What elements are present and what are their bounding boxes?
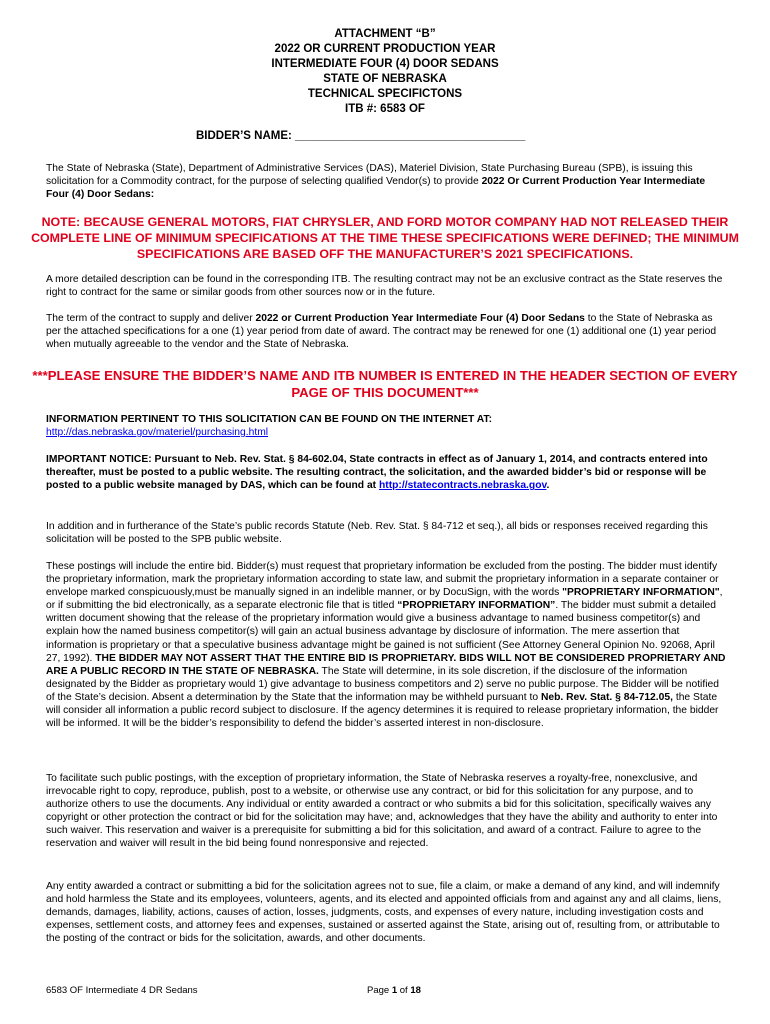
important-notice: [46, 453, 730, 492]
document-title: [0, 27, 770, 117]
postings-bold-1: "PROPRIETARY INFORMATION": [562, 587, 720, 599]
bidder-name-line: BIDDER’S NAME: ____________________________________: [196, 130, 526, 142]
page-current: 1: [391, 985, 398, 996]
footer-page-number: [367, 985, 421, 996]
postings-bold-2: “PROPRIETARY INFORMATION”: [397, 600, 556, 612]
info-paragraph: [46, 413, 730, 439]
title-line-2: 2022 OR CURRENT PRODUCTION YEAR: [274, 43, 496, 55]
page-total: 18: [410, 985, 421, 996]
indemnify-paragraph: Any entity awarded a contract or submitting a bid for the solicitation agrees not to sue, file a claim, or make a demand of any kind, and will indemnify and hold harmless the State and its employees, volunteers, agents, and its elected and appointed officials from and against any and all claims, liens, demands, damages, liability, actions, causes of action, losses, judgments, costs, and expenses of every nature, including investigation costs and expenses, settlement costs, and attorney fees and expenses, sustained or asserted against the State, arising out of, resulting from, or attributable to the posting of the contract or bids for the solicitation, awards, and other documents.: [46, 881, 722, 945]
important-end: .: [546, 480, 550, 492]
title-line-1: ATTACHMENT “B”: [334, 28, 436, 40]
title-line-6: ITB #: 6583 OF: [345, 103, 425, 115]
intro-text: The State of Nebraska (State), Department of Administrative Services (DAS), Materiel Division, State Purchasing Bureau (SPB), is issuing this solicitation for a Commodity contract, for the purpose of selecting qualified Vendor(s) to provide: [46, 163, 693, 188]
term-text-a: The term of the contract to supply and deliver: [46, 313, 256, 324]
info-heading: INFORMATION PERTINENT TO THIS SOLICITATION CAN BE FOUND ON THE INTERNET AT:: [46, 414, 492, 425]
intro-paragraph: [46, 162, 730, 201]
postings-text-1: These postings will include the entire bid. Bidder(s) must request that proprietary information be excluded from the posting. The bidder must identify the proprietary information, mark the proprietary information according to state law, and submit the proprietary information in a separate container or envelope marked conspicuously,must be manually signed in an indelible manner, or by DocuSign, with the words: [46, 561, 719, 599]
postings-text-2: , or if submitting the bid electronically, as a separate electronic file that is titled: [46, 587, 723, 612]
postings-bold-3: THE BIDDER MAY NOT ASSERT THAT THE ENTIRE BID IS PROPRIETARY. BIDS WILL NOT BE CONSIDERED PROPRIETARY AND ARE A PUBLIC RECORD IN THE STATE OF NEBRASKA.: [46, 652, 726, 677]
ensure-header-notice: ***PLEASE ENSURE THE BIDDER’S NAME AND ITB NUMBER IS ENTERED IN THE HEADER SECTION OF EVERY PAGE OF THIS DOCUMENT***: [32, 368, 738, 400]
postings-text-3: . The bidder must submit a detailed written document showing that the release of the proprietary information would give a business advantage to named business competitor(s) and explain how the named business competitor(s) will gain an actual business advantage by disclosure of information. The mere assertion that information is proprietary or that a speculative business advantage might be gained is not sufficient (See Attorney General Opinion No. 92068, April 27, 1992).: [46, 600, 716, 664]
facilitate-paragraph: To facilitate such public postings, with the exception of proprietary information, the State of Nebraska reserves a royalty-free, nonexclusive, and irrevocable right to copy, reproduce, publish, post to a website, or otherwise use any contract, or bid for this solicitation for any purpose, and to authorize others to use the documents. Any individual or entity awarded a contract or who submits a bid for this solicitation, specifically waives any copyright or other protection the contract or bid for the solicitation may have; and, acknowledges that they have the ability and authority to enter into such waiver. This reservation and waiver is a prerequisite for submitting a bid for this solicitation, and award of a contract. Failure to agree to the reservation and waiver will result in the bid being found nonresponsive and rejected.: [46, 773, 718, 850]
footer-document-name: 6583 OF Intermediate 4 DR Sedans: [46, 985, 198, 996]
purchasing-link[interactable]: http://das.nebraska.gov/materiel/purchasing.html: [46, 427, 269, 439]
postings-text-4: The State will determine, in its sole discretion, if the disclosure of the information designated by the Bidder as proprietary would 1) give advantage to business competitors and 2) serve no public purpose. The Bidder will be notified of the State’s decision. Absent a determination by the State that the information may be withheld pursuant to: [46, 665, 719, 703]
title-line-3: INTERMEDIATE FOUR (4) DOOR SEDANS: [271, 58, 499, 70]
records-paragraph: In addition and in furtherance of the State’s public records Statute (Neb. Rev. Stat. § 84-712 et seq.), all bids or responses received regarding this solicitation will be posted to the SPB public website.: [46, 521, 708, 546]
description-paragraph: A more detailed description can be found in the corresponding ITB. The resulting contract may not be an exclusive contract as the State reserves the right to contract for the same or similar goods from other sources now or in the future.: [46, 274, 723, 299]
page-of: of: [397, 985, 411, 996]
title-line-5: TECHNICAL SPECIFICTONS: [307, 88, 463, 100]
postings-bold-4: Neb. Rev. Stat. § 84-712.05,: [540, 691, 673, 703]
statecontracts-link[interactable]: http://statecontracts.nebraska.gov: [378, 480, 547, 492]
postings-text-5: the State will consider all information a public record subject to disclosure. If the agency determines it is required to release proprietary information, the bidder will be informed. It will be the bidder’s responsibility to defend the bidder’s asserted interest in non-disclosure.: [46, 691, 719, 730]
note-warning: NOTE: BECAUSE GENERAL MOTORS, FIAT CHRYSLER, AND FORD MOTOR COMPANY HAD NOT RELEASED THEIR COMPLETE LINE OF MINIMUM SPECIFICATIONS AT THE TIME THESE SPECIFICATIONS WERE DEFINED; THE MINIMUM SPECIFICATIONS ARE BASED OFF THE MANUFACTURER’S 2021 SPECIFICATIONS.: [31, 215, 739, 261]
term-bold: 2022 or Current Production Year Intermediate Four (4) Door Sedans: [255, 313, 585, 324]
postings-paragraph: [46, 560, 730, 730]
intro-bold: 2022 Or Current Production Year Intermediate Four (4) Door Sedans:: [46, 176, 706, 201]
important-text: IMPORTANT NOTICE: Pursuant to Neb. Rev. Stat. § 84-602.04, State contracts in effect as of January 1, 2014, and contracts entered into thereafter, must be posted to a public website. The resulting contract, the solicitation, and the awarded bidder’s bid or response will be posted to a public website managed by DAS, which can be found at: [46, 454, 708, 492]
page-prefix: Page: [367, 985, 392, 996]
term-text-b: to the State of Nebraska as per the attached specifications for a one (1) year period from date of award. The contract may be renewed for one (1) additional one (1) year period when mutually agreeable to the vendor and the State of Nebraska.: [46, 313, 717, 351]
title-line-4: STATE OF NEBRASKA: [323, 73, 447, 85]
term-paragraph: [46, 312, 730, 351]
